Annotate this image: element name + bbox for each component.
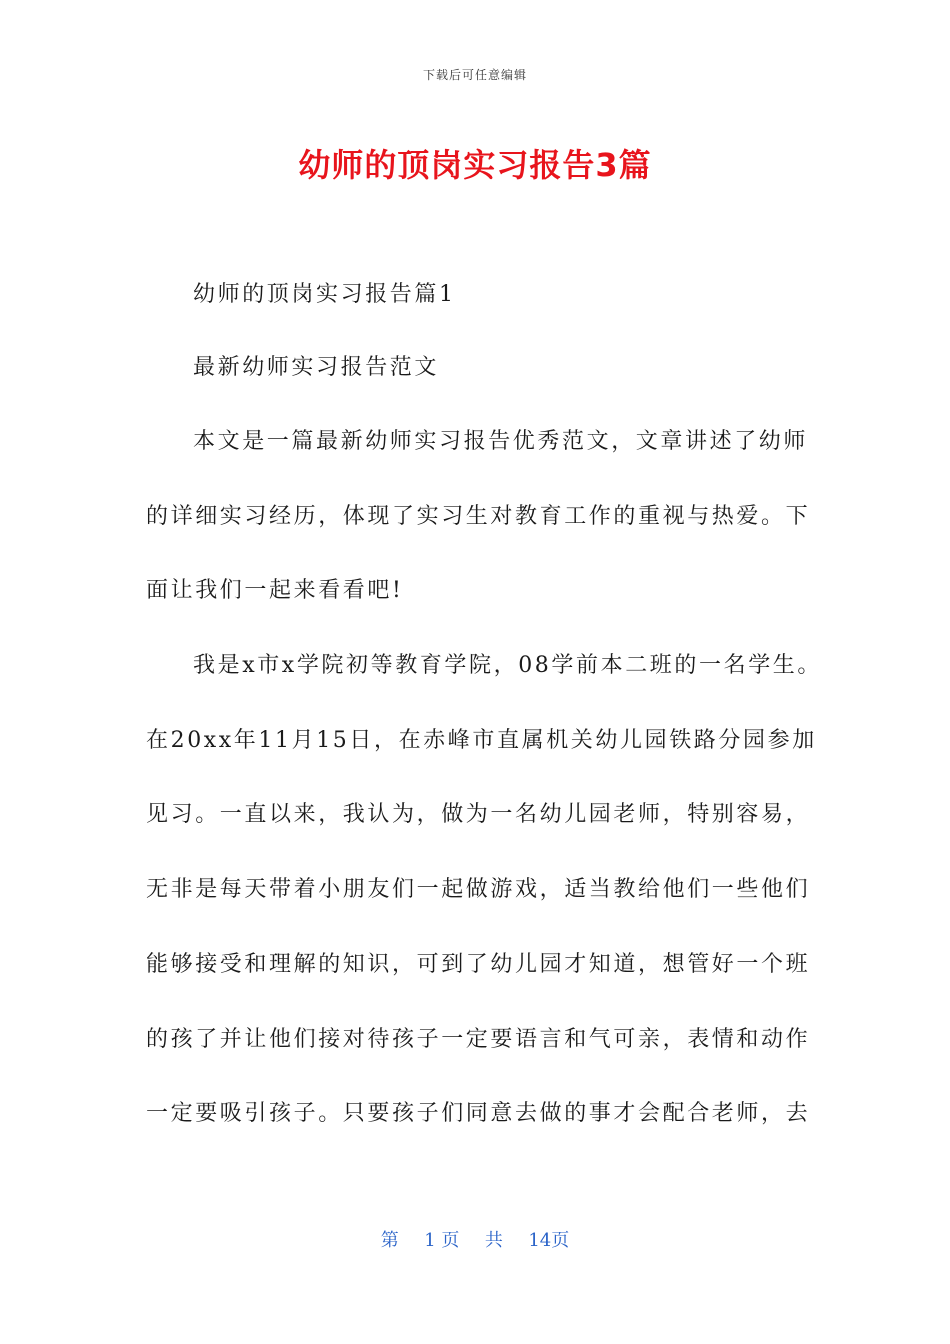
page-footer [0,1226,950,1252]
paragraph-line: 在20xx年11月15日，在赤峰市直属机关幼儿园铁路分园参加 [146,728,817,753]
footer-total-prefix: 共 [484,1230,503,1251]
subheading: 最新幼师实习报告范文 [193,355,440,380]
document-title: 幼师的顶岗实习报告3篇 [298,146,652,184]
paragraph-line: 我是x市x学院初等教育学院，08学前本二班的一名学生。 [193,653,823,678]
section-heading: 幼师的顶岗实习报告篇1 [193,282,456,307]
paragraph-line: 的详细实习经历，体现了实习生对教育工作的重视与热爱。下 [146,504,811,529]
paragraph-line: 一定要吸引孩子。只要孩子们同意去做的事才会配合老师，去 [146,1101,811,1126]
footer-total-suffix: 页 [551,1230,570,1251]
paragraph-line: 能够接受和理解的知识，可到了幼儿园才知道，想管好一个班 [146,952,811,977]
footer-page-word: 页 [441,1230,460,1251]
footer-prefix: 第 [380,1230,399,1251]
paragraph-line: 面让我们一起来看看吧! [146,578,404,603]
paragraph-line: 无非是每天带着小朋友们一起做游戏，适当教给他们一些他们 [146,877,811,902]
paragraph-line: 本文是一篇最新幼师实习报告优秀范文，文章讲述了幼师 [193,429,809,454]
paragraph-line: 见习。一直以来，我认为，做为一名幼儿园老师，特别容易， [146,802,811,827]
header-note: 下载后可任意编辑 [422,68,527,82]
paragraph-line: 的孩了并让他们接对待孩子一定要语言和气可亲，表情和动作 [146,1027,811,1052]
footer-page-number: 1 [424,1230,436,1251]
footer-total-pages: 14 [528,1230,552,1251]
